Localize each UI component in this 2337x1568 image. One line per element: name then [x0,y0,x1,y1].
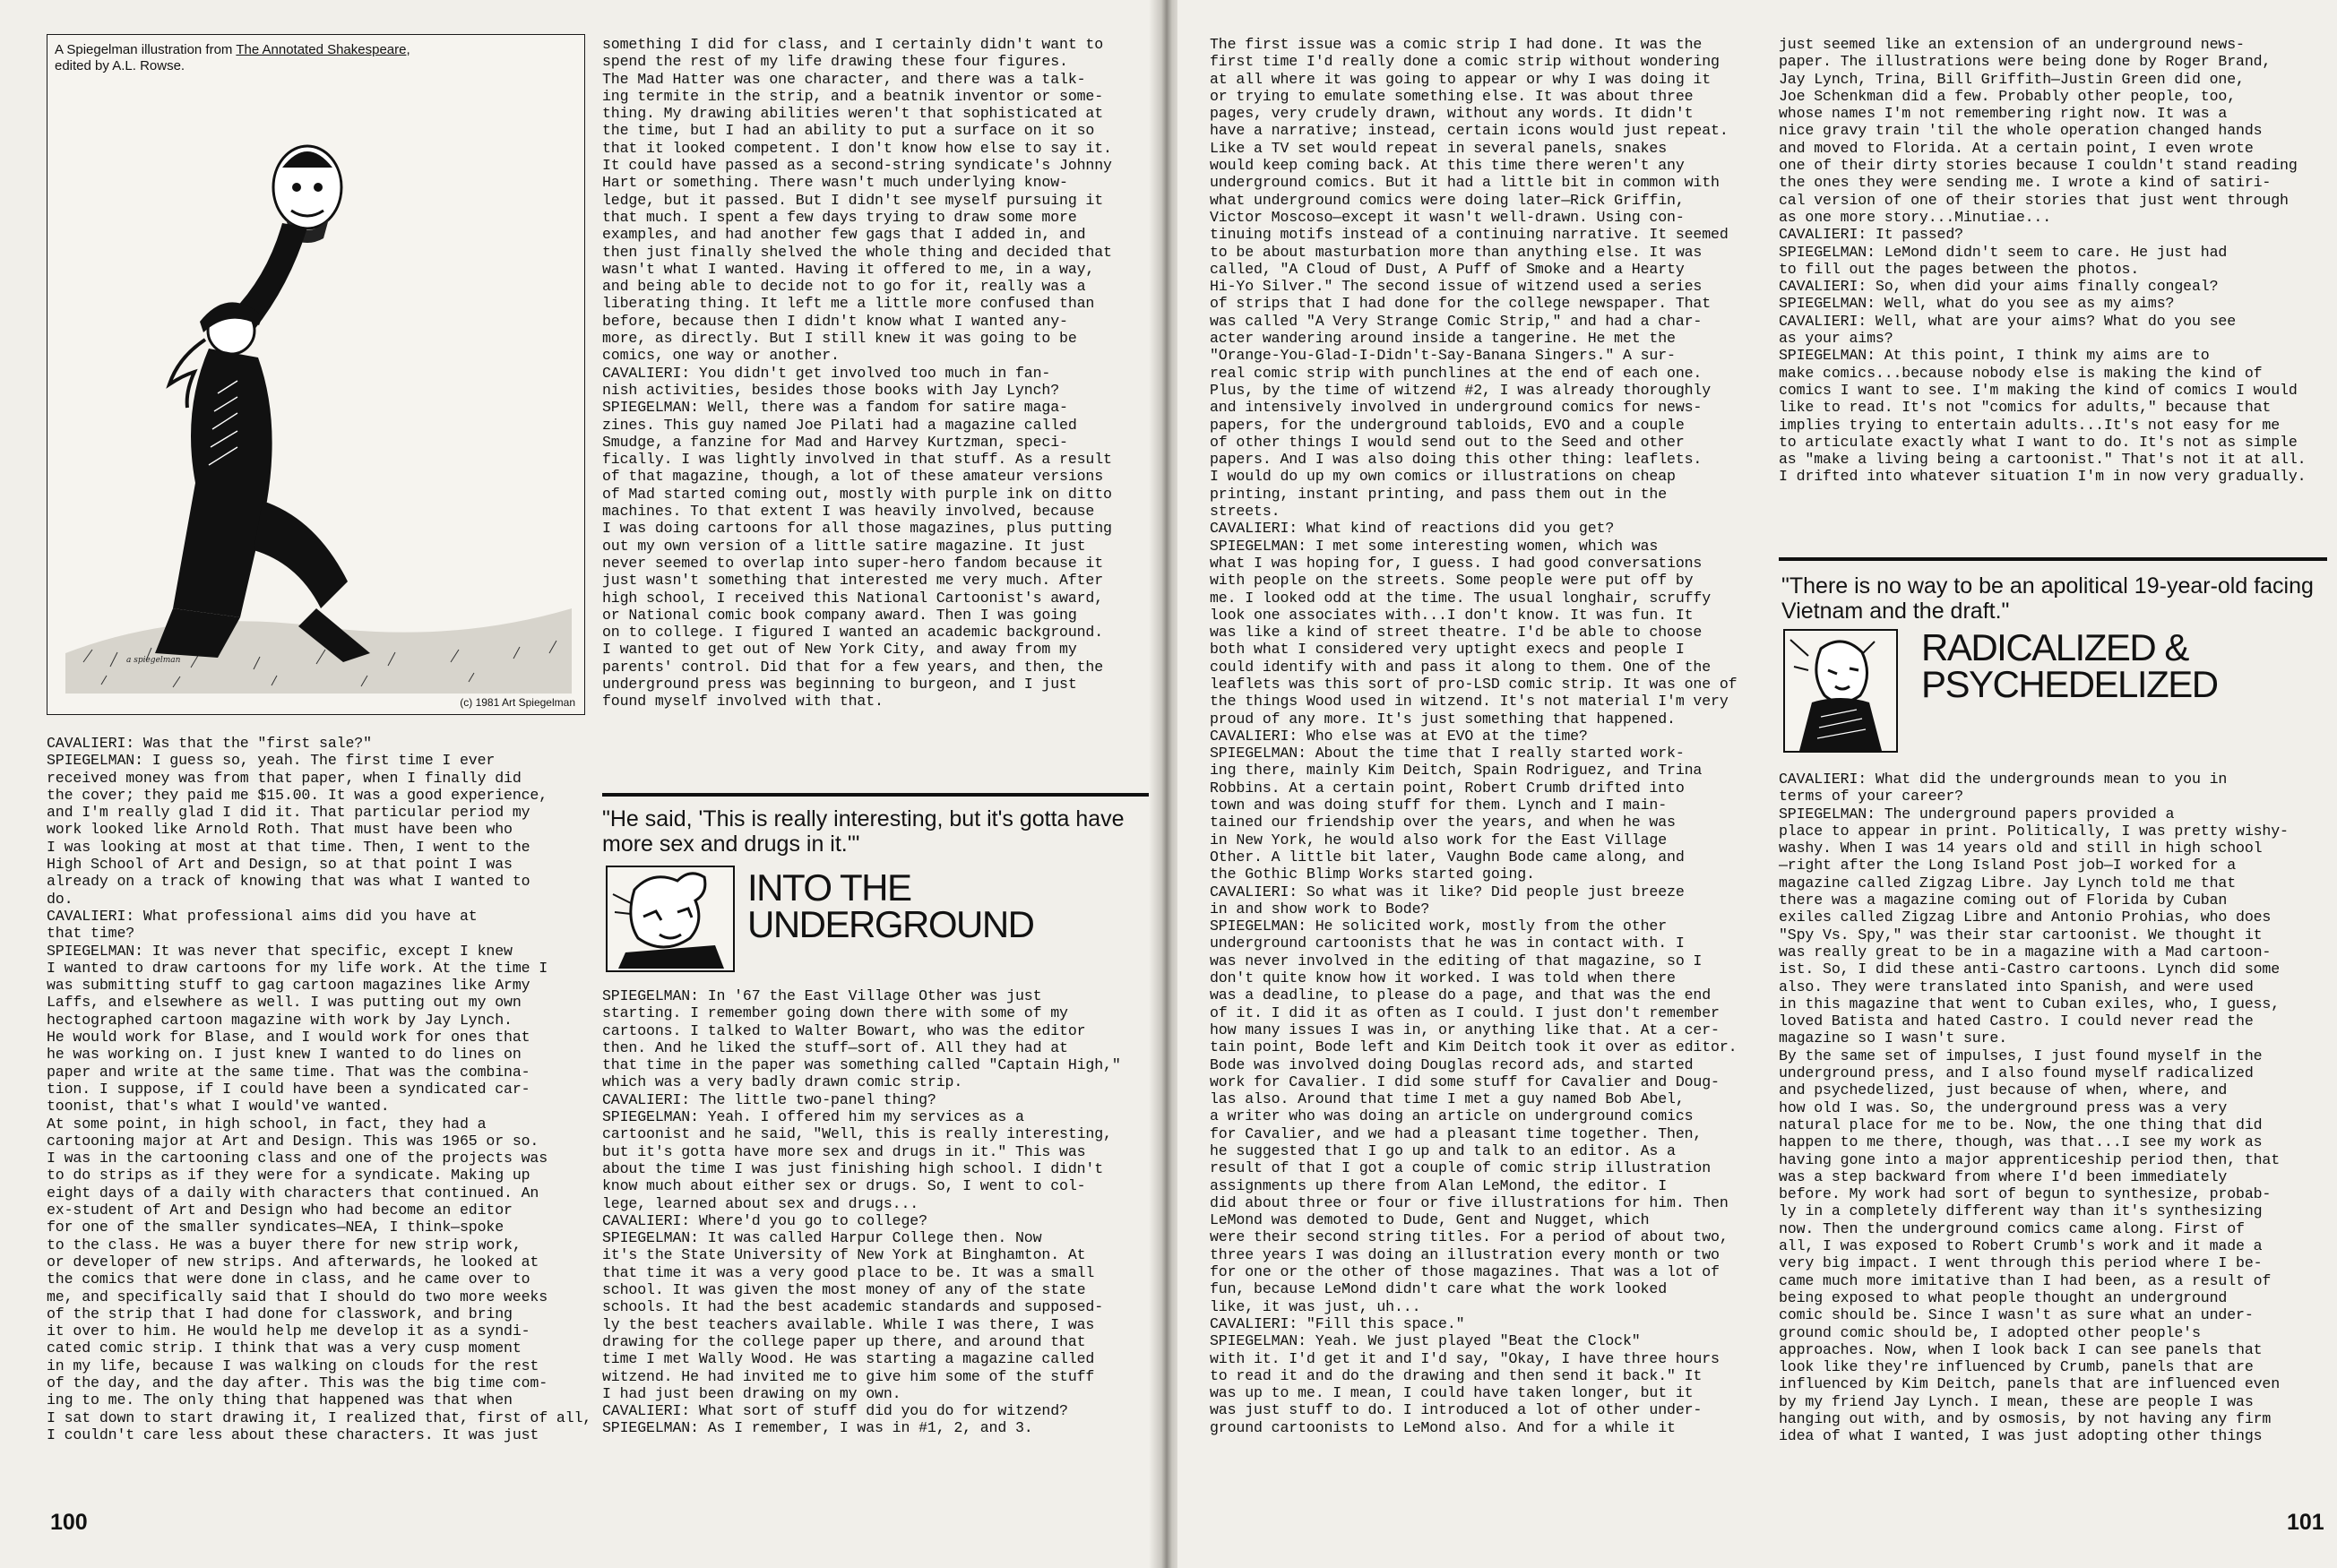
figure-art [47,35,584,714]
section-rule-underground [602,793,1149,797]
left-page [0,0,1161,1568]
section-title-radicalized: RADICALIZED & PSYCHEDELIZED [1921,626,2218,705]
pull-quote-underground: "He said, 'This is really interesting, but it's gotta have more sex and drugs in it.'" [602,806,1125,857]
svg-text:a spiegelman: a spiegelman [126,656,181,665]
column-left-a: CAVALIERI: Was that the "first sale?" SPIEGELMAN: I guess so, yeah. The first time I ever received money was from that paper, when I finally did the cover; they paid me $15.00. It was a good experience, and I'm really glad I did it. That particular period my work looked like Arnold Roth. That must have been who I was looking at most at that time. Then, I went to the High School of Art and Design, so at that point I was already on a track of knowing that was what I wanted to do. CAVALIERI: What professional aims did you have at that time? SPIEGELMAN: It was never that specific, except I knew I wanted to draw cartoons for my life work. At the time I was submitting stuff to gag cartoon magazines like Army Laffs, and elsewhere as well. I was putting out my own hectographed cartoon magazine with work by Jay Lynch. He would work for Blase, and I would work for ones that he was working on. I just knew I wanted to do lines on paper and write at the same time. That was the combina- tion. I suppose, if I could have been a syndicated car- toonist, that's what I would've wanted. At some point, in high school, in fact, they had a cartooning major at Art and Design. This was 1965 or so. I was in the cartooning class and one of the projects was to do strips as if they were for a syndicate. Making up eight days of a daily with characters that continued. An ex-student of Art and Design who had become an editor for one of the smaller syndicates—NEA, I think—spoke to the class. He was a buyer there for new strip work, or developer of new strips. And afterwards, he looked at the comics that were done in class, and he came over to me, and specifically said that I should do two more weeks of the strip that I had done for classwork, and bring it over to him. He would help me develop it as a syndi- cated comic strip. I think that was a very cusp moment in my life, because I was walking on clouds for the rest of the day, and the day after. This was the big time com- ing to me. The only thing that happened was that when I sat down to start drawing it, I realized that, first of all, I couldn't care less about these characters. It was just [47,735,592,1443]
column-left-b: SPIEGELMAN: In '67 the East Village Other was just starting. I remember going down there with some of my cartoons. I talked to Walter Bowart, who was the editor then. And he liked the stuff—sort of. All they had at that time in the paper was something called "Captain High," which was a very badly drawn comic strip. CAVALIERI: The little two-panel thing? SPIEGELMAN: Yeah. I offered him my services as a cartoonist and he said, "Well, this is really interesting, but it's gotta have more sex and drugs in it." This was about the time I was just finishing high school. I didn't know much about either sex or drugs. So, I went to col- lege, learned about sex and drugs... CAVALIERI: Where'd you go to college? SPIEGELMAN: It was called Harpur College then. Now it's the State University of New York at Binghamton. At that time it was a very good place to be. It was a small school. It was given the most money of any of the state schools. It had the best academic standards and supposed- ly the best teachers available. While I was there, I was drawing for the college paper up there, and around that time I met Wally Wood. He was starting a magazine called witzend. He had invited me to give him some of the stuff I had just been drawing on my own. CAVALIERI: What sort of stuff did you do for witzend? SPIEGELMAN: As I remember, I was in #1, 2, and 3. [602,987,1121,1437]
caption-prefix: A Spiegelman illustration from [55,42,237,57]
column-right-b: CAVALIERI: What did the undergrounds mean to you in terms of your career? SPIEGELMAN: The underground papers provided a place to appear in print. Politically, I was pretty wishy- washy. When I was 14 years old and still in high school —right after the Long Island Post job—I worked for a magazine called Zigzag Libre. Jay Lynch told me that there was a magazine coming out of Florida by Cuban exiles called Zigzag Libre and Antonio Prohias, who does "Spy Vs. Spy," was their star cartoonist. We thought it was really great to be in a magazine with a Mad cartoon- ist. So, I did these anti-Castro cartoons. Lynch did some also. They were translated into Spanish, and were used in this magazine that went to Cuban exiles, who, I guess, loved Batista and hated Castro. I could never read the magazine so I wasn't sure. By the same set of impulses, I just found myself in the underground press, and I also found myself radicalized and psychedelized, just because of when, where, and how old I was. So, the underground press was a very natural place for me to be. Now, the one thing that did happen to me there, though, was that...I see my work as having gone into a major apprenticeship period then, that was a step backward from where I'd been immediately before. My work had sort of begun to synthesize, probab- ly in a completely different way than it's synthesizing now. Then the underground comics came along. First of all, I was exposed to Robert Crumb's work and it made a very big impact. I went through this period where I be- came much more imitative than I had been, as a result of being exposed to what people thought an underground comic should be. Since I wasn't as sure what an under- ground comic should be, I adopted other people's approaches. Now, when I look back I can see panels that look like they're influenced by Crumb, panels that are influenced by Kim Deitch, panels that are influenced even by my friend Jay Lynch. I mean, these are people I was hanging out with, and by osmosis, by not having any firm idea of what I wanted, I was just adopting other things [1779,771,2289,1445]
section-title-underground: INTO THE UNDERGROUND [747,866,1034,945]
radical-mascot-icon [1783,629,1898,753]
shakespeare-illustration [47,34,585,715]
page-number-right: 101 [2287,1510,2324,1535]
right-page [1177,0,2337,1568]
section-rule-radicalized [1779,557,2327,561]
figure-credit: (c) 1981 Art Spiegelman [460,696,575,709]
pull-quote-radicalized: "There is no way to be an apolitical 19-year-old facing Vietnam and the draft." [1781,573,2314,624]
column-left-top: something I did for class, and I certainly didn't want to spend the rest of my life drawing these four figures. The Mad Hatter was one character, and there was a talk- ing termite in the strip, and a beatnik inventor or some- thing. My drawing abilities weren't that sophisticated at the time, but I had an ability to put a surface on it so that it looked competent. I don't know how else to say it. It could have passed as a second-string syndicate's Johnny Hart or something. There wasn't much underlying know- ledge, but it passed. But I didn't see myself pursuing it that much. I spent a few days trying to draw some more examples, and had another few gags that I added in, and then just finally shelved the whole thing and decided that wasn't what I wanted. Having it offered to me, in a way, and being able to decide not to go for it, really was a liberating thing. It left me a little more confused than before, because then I didn't know what I wanted any- more, as directly. But I still knew it was going to be comics, one way or another. CAVALIERI: You didn't get involved too much in fan- nish activities, besides those books with Jay Lynch? SPIEGELMAN: Well, there was a fandom for satire maga- zines. This guy named Joe Pilati had a magazine called Smudge, a fanzine for Mad and Harvey Kurtzman, speci- fically. I was lightly involved in that stuff. As a result of that magazine, though, a lot of these amateur versions of Mad started coming out, mostly with purple ink on ditto machines. To that extent I was heavily involved, because I was doing cartoons for all those magazines, plus putting out my own version of a little satire magazine. It just never seemed to overlap into super-hero fandom because it just wasn't something that interested me very much. After high school, I received this National Cartoonist's award, or National comic book company award. Then I was going on to college. I figured I wanted an academic background. I wanted to get out of New York City, and away from my parents' control. Did that for a few years, and then, the underground press was beginning to burgeon, and I just found myself involved with that. [602,36,1112,711]
column-right-top: just seemed like an extension of an underground news- paper. The illustrations were being done by Roger Brand, Jay Lynch, Trina, Bill Griffith—Justin Green did one, Joe Schenkman did a few. Probably other people, too, whose names I'm not remembering right now. It was a nice gravy train 'til the whole operation changed hands and moved to Florida. At a certain point, I even wrote one of their dirty stories because I couldn't stand reading the ones they were sending me. I wrote a kind of satiri- cal version of one of their stories that just went through as one more story...Minutiae... CAVALIERI: It passed? SPIEGELMAN: LeMond didn't seem to care. He just had to fill out the pages between the photos. CAVALIERI: So, when did your aims finally congeal? SPIEGELMAN: Well, what do you see as my aims? CAVALIERI: Well, what are your aims? What do you see as your aims? SPIEGELMAN: At this point, I think my aims are to make comics...because nobody else is making the kind of comics I want to see. I'm making the kind of comics I would like to read. It's not "comics for adults," because that implies trying to entertain adults...It's not easy for me to articulate exactly what I want to do. It's not as simple as "make a living being a cartoonist." That's not it at all. I drifted into whatever situation I'm in now very gradually. [1779,36,2307,486]
caption-suffix: , [406,42,410,57]
page-number-left: 100 [50,1510,88,1535]
underground-mascot-icon [606,866,735,972]
column-right-a: The first issue was a comic strip I had done. It was the first time I'd really done a comic strip without wondering at all where it was going to appear or why I was doing it or trying to emulate something else. It was about three pages, very crudely drawn, without any words. It didn't have a narrative; instead, certain icons would just repeat. Like a TV set would repeat in several panels, snakes would keep coming back. At this time there weren't any underground comics. But it had a little bit in common with what underground comics were doing later—Rick Griffin, Victor Moscoso—except it wasn't well-drawn. Using con- tinuing motifs instead of a continuing narrative. It seemed to be about masturbation more than anything else. It was called, "A Cloud of Dust, A Puff of Smoke and a Hearty Hi-Yo Silver." The second issue of witzend used a series of strips that I had done for the college newspaper. That was called "A Very Strange Comic Strip," and had a char- acter wandering around inside a tangerine. He met the "Orange-You-Glad-I-Didn't-Say-Banana Singers." A sur- real comic strip with punchlines at the end of each one. Plus, by the time of witzend #2, I was already thoroughly and intensively involved in underground comics for news- papers, for the underground tabloids, EVO and a couple of other things I would send out to the Seed and other papers. And I was also doing this other thing: leaflets. I would do up my own comics or illustrations on cheap printing, instant printing, and pass them out in the streets. CAVALIERI: What kind of reactions did you get? SPIEGELMAN: I met some interesting women, which was what I was hoping for, I guess. I had good conversations with people on the streets. Some people were put off by me. I looked odd at the time. The usual longhair, scruffy look one associates with...I don't know. It was fun. It was like a kind of street theatre. I'd be able to choose both what I considered very uptight execs and people I could identify with and pass it along to them. One of the leaflets was this sort of pro-LSD comic strip. It was one of the things Wood used in witzend. It's not material I'm very proud of any more. It's just something that happened. CAVALIERI: Who else was at EVO at the time? SPIEGELMAN: About the time that I really started work- ing there, mainly Kim Deitch, Spain Rodriguez, and Trina Robbins. At a certain point, Robert Crumb drifted into town and was doing stuff for them. Lynch and I main- tained our friendship over the years, and when he was in New York, he would also work for the East Village Other. A little bit later, Vaughn Bode came along, and the Gothic Blimp Works started going. CAVALIERI: So what was it like? Did people just breeze in and show work to Bode? SPIEGELMAN: He solicited work, mostly from the other underground cartoonists that he was in contact with. I was never involved in the editing of that magazine, so I don't quite know how it worked. I was told when there was a deadline, to please do a page, and that was the end of it. I did it as often as I could. I just don't remember how many issues I was in, or anything like that. At a cer- tain point, Bode left and Kim Deitch took it over as editor. Bode was involved doing Douglas record ads, and started work for Cavalier. I did some stuff for Cavalier and Doug- las also. Around that time I met a guy named Bob Abel, a writer who was doing an article on underground comics for Cavalier, and we had a pleasant time together. Then, he suggested that I go up and talk to an editor. As a result of that I got a couple of comic strip illustration assignments up there from Alan LeMond, the editor. I did about three or four or five illustrations for him. Then LeMond was demoted to Dude, Gent and Nugget, which were their second string titles. For a period of about two, three years I was doing an illustration every month or two for one or the other of those magazines. That was a lot of fun, because LeMond didn't care what the work looked like, it was just, uh... CAVALIERI: "Fill this space." SPIEGELMAN: Yeah. We just played "Beat the Clock" with it. I'd get it and I'd say, "Okay, I have three hours to read it and do the drawing and then send it back." It was up to me. I mean, I could have taken longer, but it was just stuff to do. I introduced a lot of other under- ground cartoonists to LeMond also. And for a while it [1210,36,1738,1436]
caption-book-title: The Annotated Shakespeare [236,42,407,57]
caption-editor: edited by A.L. Rowse. [55,58,185,73]
